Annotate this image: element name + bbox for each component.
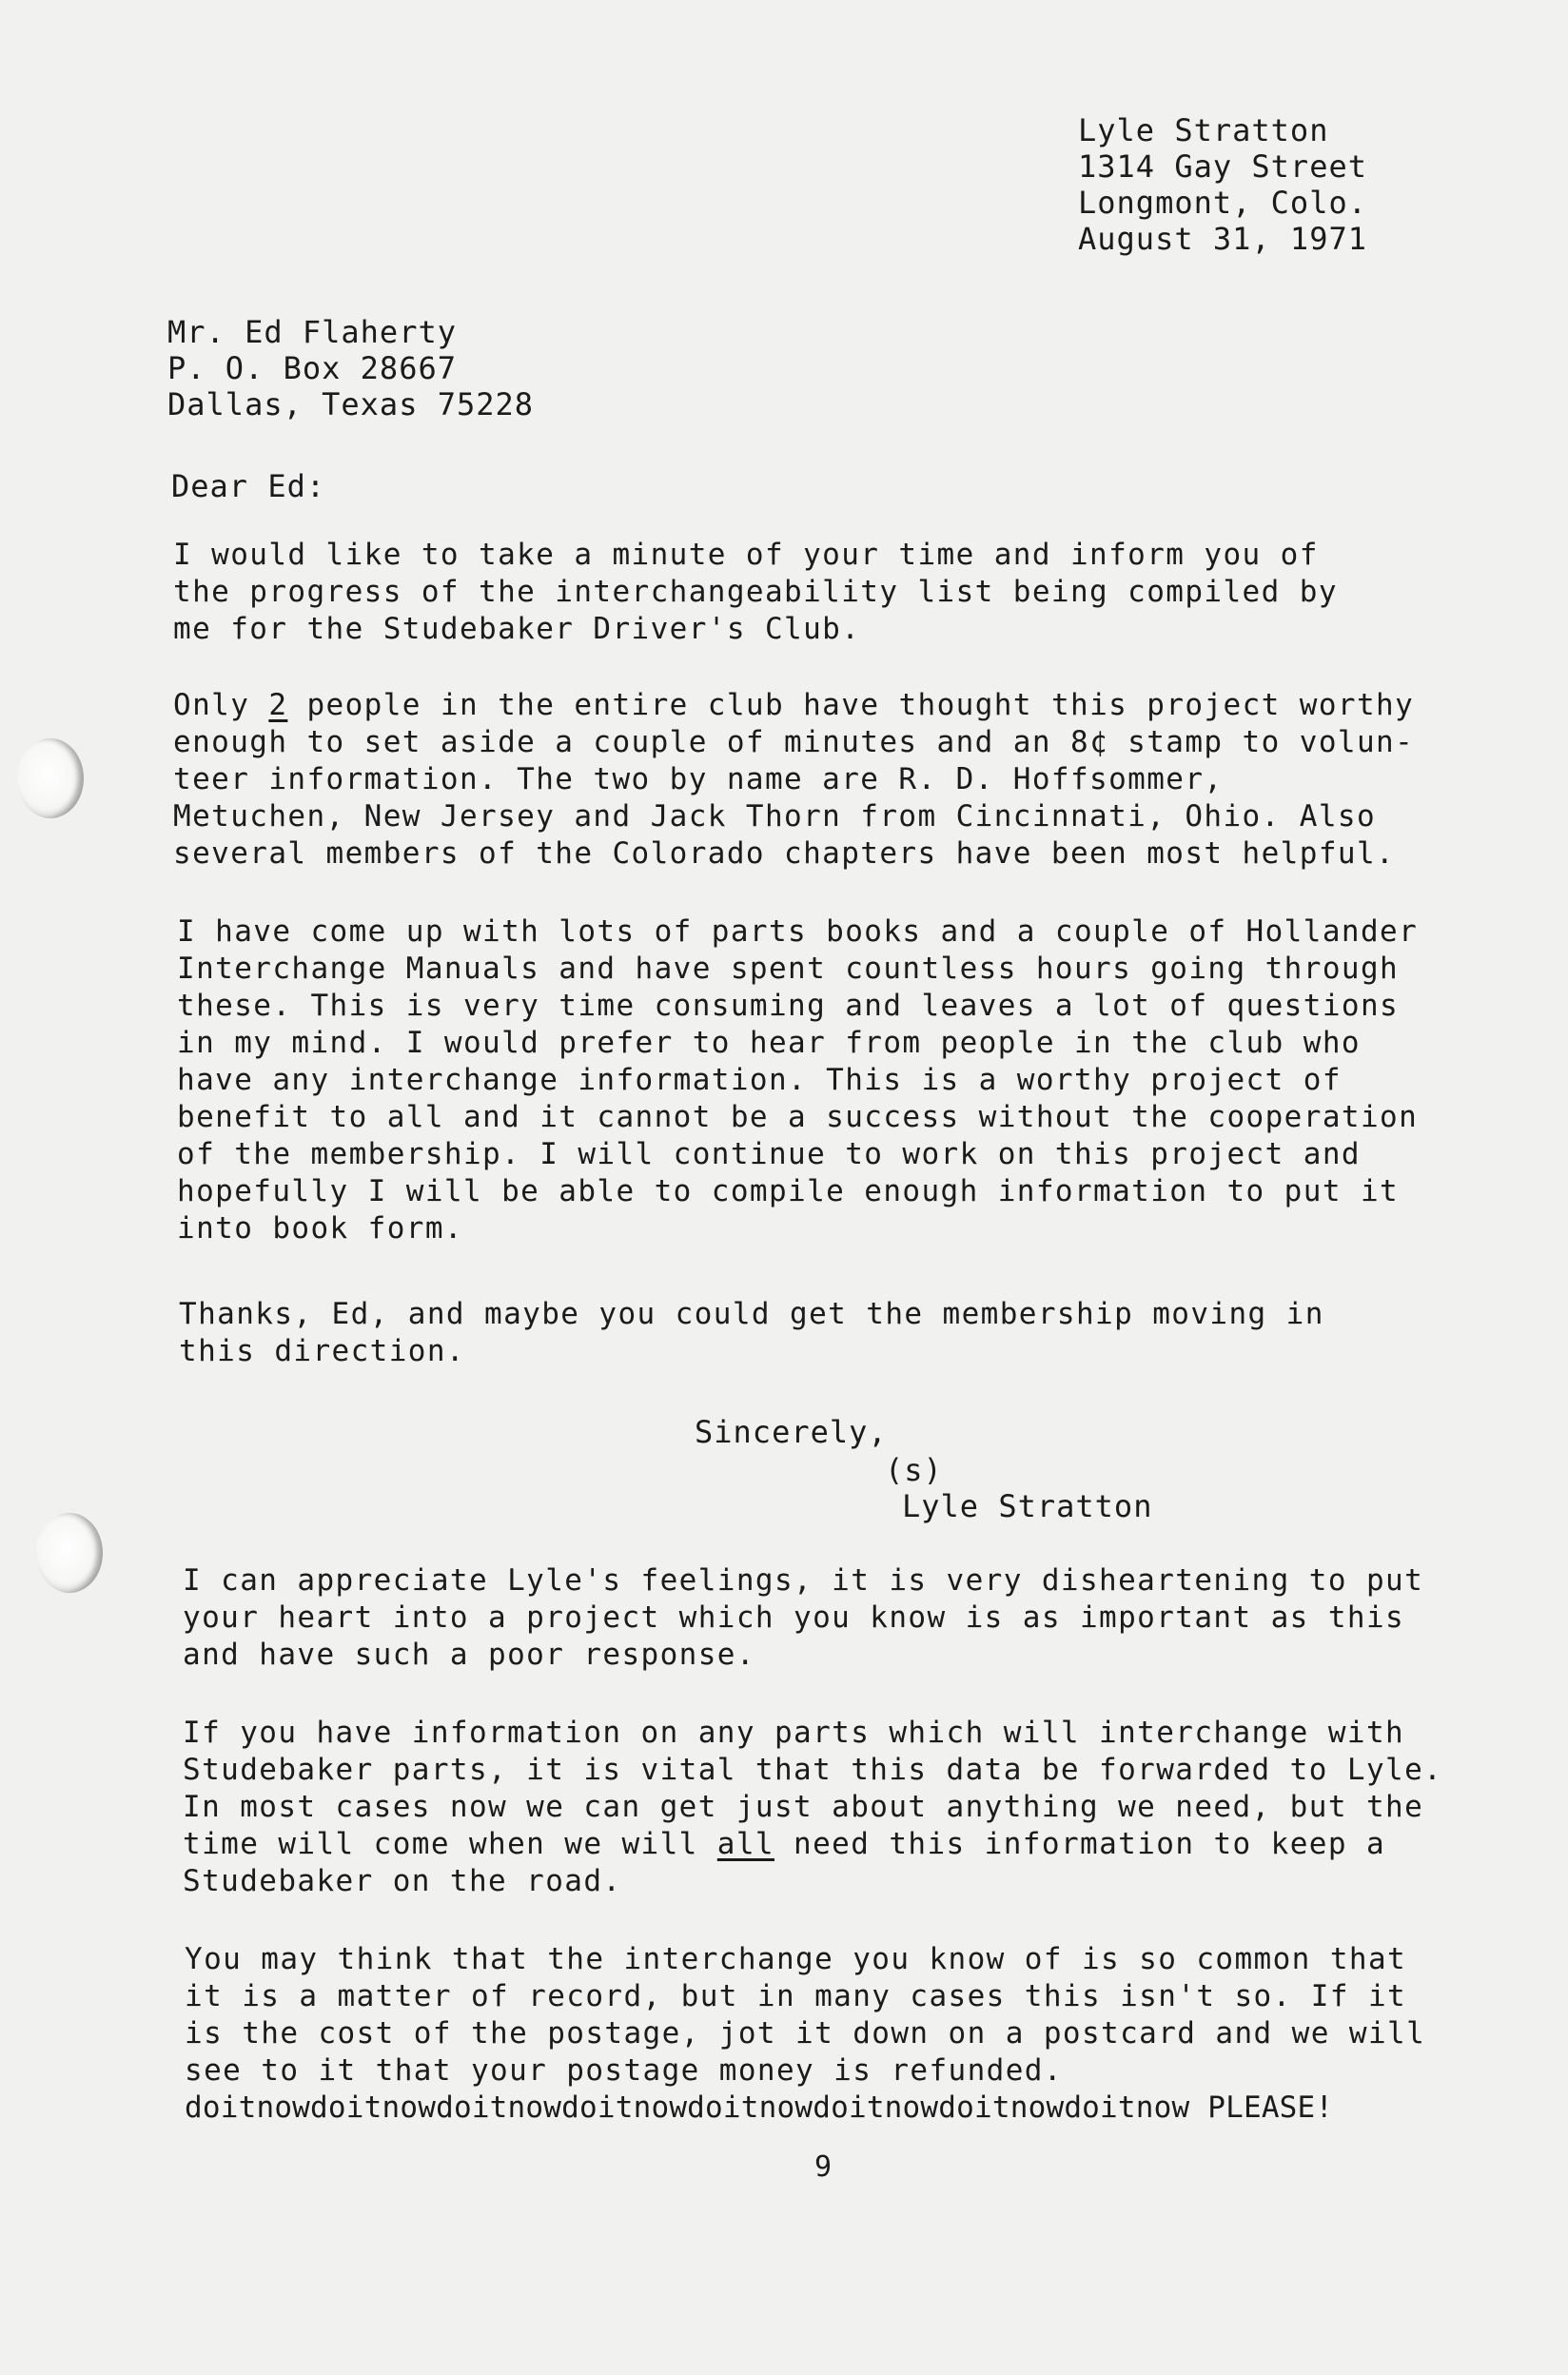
text-span: time will come when we will bbox=[183, 1827, 717, 1861]
punch-hole bbox=[36, 1513, 103, 1593]
text-line: of the membership. I will continue to work on this project and bbox=[177, 1137, 1361, 1171]
sender-city: Longmont, Colo. bbox=[1078, 185, 1367, 221]
text-line: Thanks, Ed, and maybe you could get the membership moving in bbox=[179, 1297, 1324, 1331]
editor-paragraph-2 bbox=[183, 1715, 1458, 1900]
underlined-word: all bbox=[716, 1827, 774, 1861]
recipient-city: Dallas, Texas 75228 bbox=[167, 386, 535, 422]
text-line: You may think that the interchange you know of is so common that bbox=[185, 1942, 1407, 1976]
text-line: your heart into a project which you know is as important as this bbox=[183, 1600, 1405, 1635]
sender-address bbox=[1078, 112, 1367, 257]
page-number: 9 bbox=[814, 2150, 833, 2184]
text-line: the progress of the interchangeability list being compiled by bbox=[173, 575, 1338, 609]
text-line: enough to set aside a couple of minutes and an 8¢ stamp to volun- bbox=[173, 725, 1415, 759]
text-line: Interchange Manuals and have spent countless hours going through bbox=[177, 952, 1400, 986]
text-line: in my mind. I would prefer to hear from people in the club who bbox=[177, 1026, 1361, 1060]
text-line: I can appreciate Lyle's feelings, it is very disheartening to put bbox=[183, 1563, 1424, 1598]
letter-date: August 31, 1971 bbox=[1078, 221, 1367, 257]
text-line: several members of the Colorado chapters have been most helpful. bbox=[173, 836, 1396, 871]
text-line: teer information. The two by name are R. D. Hoffsommer, bbox=[173, 762, 1224, 796]
signed-mark: (s) bbox=[885, 1452, 943, 1488]
editor-paragraph-1 bbox=[183, 1562, 1458, 1674]
recipient-address bbox=[167, 314, 534, 422]
salutation: Dear Ed: bbox=[171, 468, 326, 504]
text-line: If you have information on any parts which will interchange with bbox=[183, 1716, 1405, 1750]
text-line: these. This is very time consuming and leaves a lot of questions bbox=[177, 989, 1400, 1023]
text-line bbox=[173, 687, 1448, 724]
text-line: is the cost of the postage, jot it down on a postcard and we will bbox=[185, 2016, 1426, 2051]
text-line: hopefully I will be able to compile enough information to put it bbox=[177, 1174, 1400, 1208]
text-line bbox=[183, 1826, 1458, 1863]
letter-paragraph-4 bbox=[179, 1296, 1454, 1370]
text-line: I have come up with lots of parts books and a couple of Hollander bbox=[177, 914, 1419, 949]
tagline: doitnowdoitnowdoitnowdoitnowdoitnowdoitnowdoitnowdoitnow PLEASE! bbox=[185, 2090, 1334, 2125]
closing: Sincerely, bbox=[695, 1414, 888, 1450]
text-span: need this information to keep a bbox=[774, 1827, 1386, 1861]
text-line: Studebaker on the road. bbox=[183, 1864, 622, 1898]
text-line: see to it that your postage money is refunded. bbox=[185, 2053, 1063, 2088]
text-line: I would like to take a minute of your time and inform you of bbox=[173, 538, 1319, 572]
editor-paragraph-3 bbox=[185, 1941, 1460, 2127]
recipient-box: P. O. Box 28667 bbox=[167, 350, 457, 386]
recipient-name: Mr. Ed Flaherty bbox=[167, 314, 457, 350]
text-span: people in the entire club have thought this project worthy bbox=[287, 688, 1415, 722]
text-line: into book form. bbox=[177, 1211, 463, 1246]
letter-paragraph-3 bbox=[177, 913, 1452, 1247]
underlined-number: 2 bbox=[268, 688, 288, 722]
text-line: have any interchange information. This is a worthy project of bbox=[177, 1063, 1342, 1097]
signature-name: Lyle Stratton bbox=[902, 1488, 1153, 1524]
text-span: Only bbox=[173, 688, 269, 722]
text-line: Metuchen, New Jersey and Jack Thorn from Cincinnati, Ohio. Also bbox=[173, 799, 1377, 834]
letter-paragraph-1 bbox=[173, 537, 1448, 648]
sender-street: 1314 Gay Street bbox=[1078, 148, 1367, 185]
text-line: In most cases now we can get just about anything we need, but the bbox=[183, 1790, 1424, 1824]
text-line: me for the Studebaker Driver's Club. bbox=[173, 612, 861, 646]
text-line: this direction. bbox=[179, 1334, 465, 1368]
text-line: it is a matter of record, but in many cases this isn't so. If it bbox=[185, 1979, 1407, 2013]
punch-hole bbox=[17, 738, 84, 818]
text-line: and have such a poor response. bbox=[183, 1638, 755, 1672]
sender-name: Lyle Stratton bbox=[1078, 112, 1329, 148]
text-line: Studebaker parts, it is vital that this data be forwarded to Lyle. bbox=[183, 1753, 1443, 1787]
text-line: benefit to all and it cannot be a success without the cooperation bbox=[177, 1100, 1419, 1134]
letter-paragraph-2 bbox=[173, 687, 1448, 873]
